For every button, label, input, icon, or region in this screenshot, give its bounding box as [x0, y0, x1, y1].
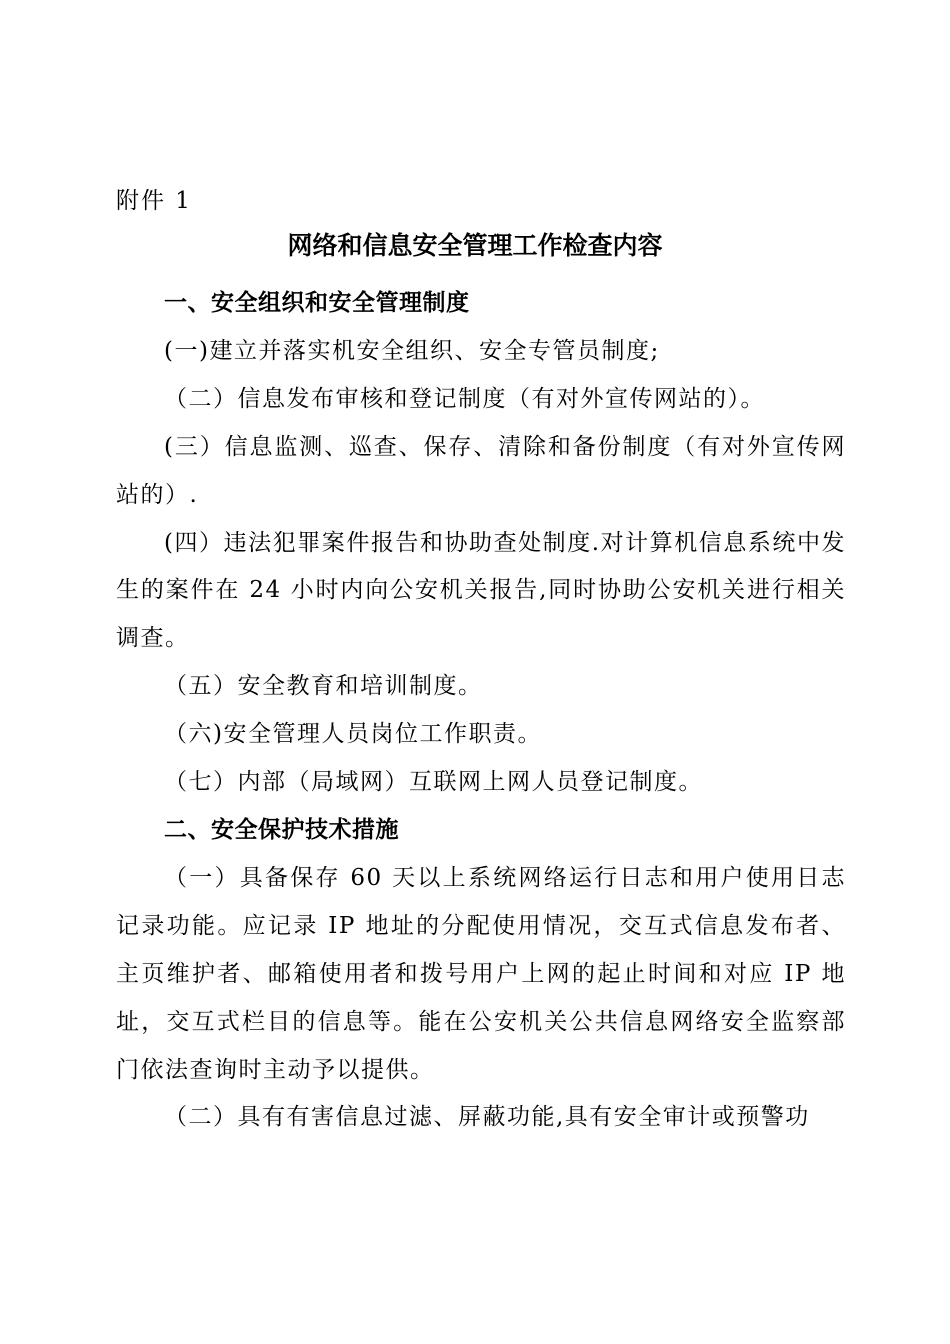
section-heading: 二、安全保护技术措施 [164, 816, 399, 843]
section-heading: 一、安全组织和安全管理制度 [164, 290, 470, 316]
paragraph: (一)建立并落实机安全组织、安全专管员制度; [164, 337, 660, 364]
paragraph: （七）内部（局域网）互联网上网人员登记制度。 [164, 769, 703, 796]
paragraph: （五）安全教育和培训制度。 [164, 673, 483, 700]
document-body [116, 280, 846, 1142]
paragraph: (三）信息监测、巡查、保存、清除和备份制度（有对外宣传网站的）. [116, 433, 846, 508]
document-title: 网络和信息安全管理工作检查内容 [287, 231, 663, 260]
paragraph: （六)安全管理人员岗位工作职责。 [164, 721, 542, 748]
paragraph: (四）违法犯罪案件报告和协助查处制度.对计算机信息系统中发生的案件在 24 小时内向公安机关报告,同时协助公安机关进行相关调查。 [116, 529, 846, 652]
paragraph: （一）具备保存 60 天以上系统网络运行日志和用户使用日志记录功能。应记录 IP 地址的分配使用情况，交互式信息发布者、主页维护者、邮箱使用者和拨号用户上网的起止时间和对应 IP 地址，交互式栏目的信息等。能在公安机关公共信息网络安全监察部门依法查询时主动予以提供。 [116, 864, 846, 1083]
paragraph: （二）信息发布审核和登记制度（有对外宣传网站的）。 [164, 385, 765, 412]
attachment-label: 附件 1 [116, 188, 192, 214]
paragraph: （二）具有有害信息过滤、屏蔽功能,具有安全审计或预警功 [164, 1104, 810, 1131]
